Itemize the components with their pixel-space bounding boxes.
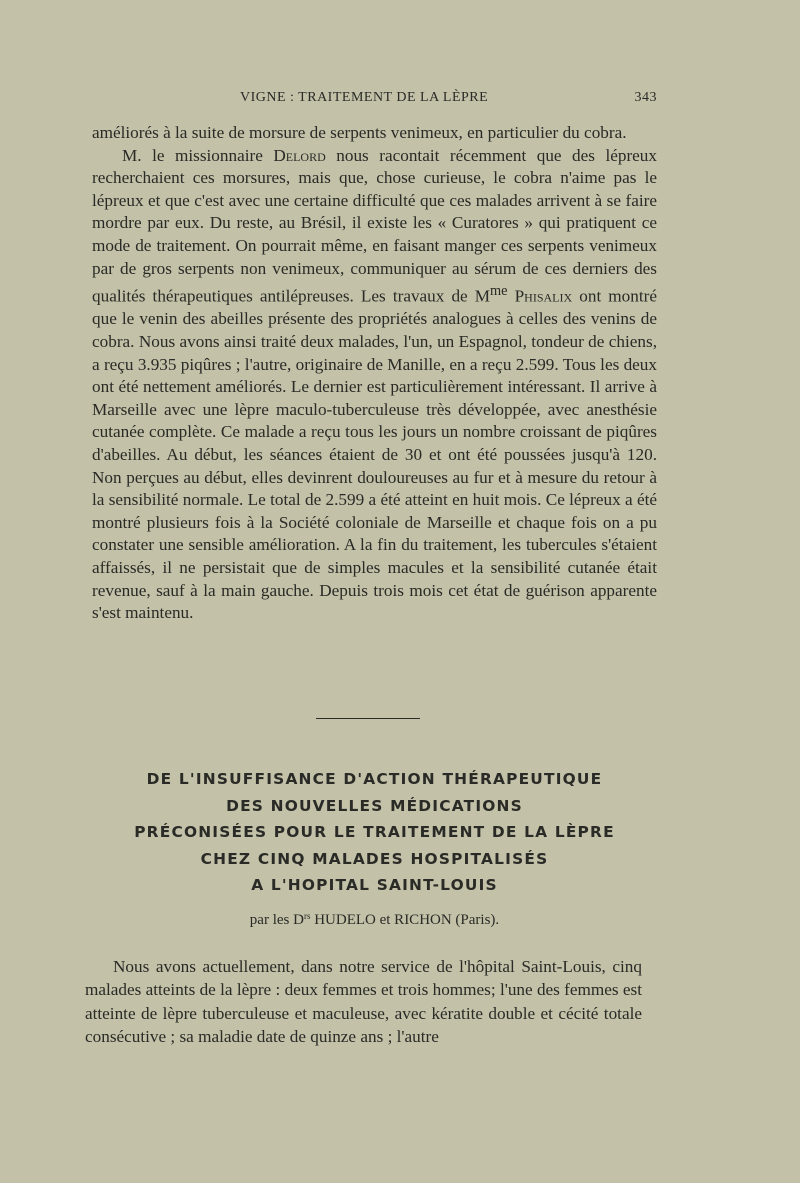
author-name-phisalix: Phisalix xyxy=(507,286,573,306)
title-line: PRÉCONISÉES POUR LE TRAITEMENT DE LA LÈPRE xyxy=(134,823,615,841)
paragraph: améliorés à la suite de morsure de serpents venimeux, en particulier du cobra. xyxy=(92,123,627,142)
superscript: me xyxy=(490,283,508,300)
byline xyxy=(92,911,657,929)
author-name-delord: Delord xyxy=(273,145,326,165)
article-hudelo-body xyxy=(85,955,642,1049)
byline-text: par les D xyxy=(249,912,304,928)
title-line: A L'HOPITAL SAINT-LOUIS xyxy=(251,876,498,894)
text-run: ont montré que le venin des abeilles présente des propriétés analogues à celles des venins de cobra. Nous avons ainsi traité deux malades, l'un, un Espagnol, tondeur de chiens, a reçu 3.935 piqûres ; l'autre, originaire de Manille, en a reçu 2.599. Tous les deux ont été nettement améliorés. Le dernier est particulièrement intéressant. Il arrive à Marseille avec une lèpre maculo-tuberculeuse très développée, avec anesthésie cutanée complète. Ce malade a reçu tous les jours un nombre croissant de piqûres d'abeilles. Au début, les séances étaient de 30 et ont été poussées jusqu'à 120. Non perçues au début, elles devinrent douloureuses au fur et à mesure du retour à la sensibilité normale. Le total de 2.599 a été atteint en huit mois. Ce lépreux a été montré plusieurs fois à la Société coloniale de Marseille et chaque fois on a pu constater une sensible amélioration. A la fin du traitement, les tubercules s'étaient affaissés, il ne persistait que de simples macules et la sensibilité cutanée était revenue, sauf à la main gauche. Depuis trois mois cet état de guérison apparente s'est maintenu. xyxy=(92,286,657,623)
running-title: VIGNE : TRAITEMENT DE LA LÈPRE xyxy=(240,90,489,105)
title-line: DE L'INSUFFISANCE D'ACTION THÉRAPEUTIQUE xyxy=(146,770,603,788)
page-number: 343 xyxy=(634,90,657,105)
title-line: CHEZ CINQ MALADES HOSPITALISÉS xyxy=(200,849,549,868)
text-run: M. le missionnaire xyxy=(122,145,274,165)
byline-superscript: rs xyxy=(303,911,311,921)
text-run: nous racontait récemment que des lépreux recherchaient ces morsures, mais que, chose curieuse, le cobra n'aime pas le lépreux et que c'est avec une certaine difficulté que ces malades arrivent à se faire mordre par eux. Du reste, au Brésil, il existe les « Curatores » qui pratiquent ce mode de traitement. On pourrait même, en faisant manger ces serpents venimeux par de gros serpents non venimeux, communiquer au sérum de ces derniers des qualités thérapeutiques antilépreuses. Les travaux de M xyxy=(92,145,657,306)
title-line: DES NOUVELLES MÉDICATIONS xyxy=(226,796,523,815)
section-divider xyxy=(316,718,420,719)
article-vigne-body xyxy=(92,122,657,625)
article-title xyxy=(92,766,657,899)
byline-authors: HUDELO et RICHON (Paris). xyxy=(310,912,500,928)
running-head xyxy=(92,90,657,110)
paragraph: Nous avons actuellement, dans notre service de l'hôpital Saint-Louis, cinq malades atteints de la lèpre : deux femmes et trois hommes; l'une des femmes est atteinte de lèpre tuberculeuse et maculeuse, avec kératite double et cécité totale consécutive ; sa maladie date de quinze ans ; l'autre xyxy=(85,957,642,1047)
paragraph xyxy=(92,145,657,625)
